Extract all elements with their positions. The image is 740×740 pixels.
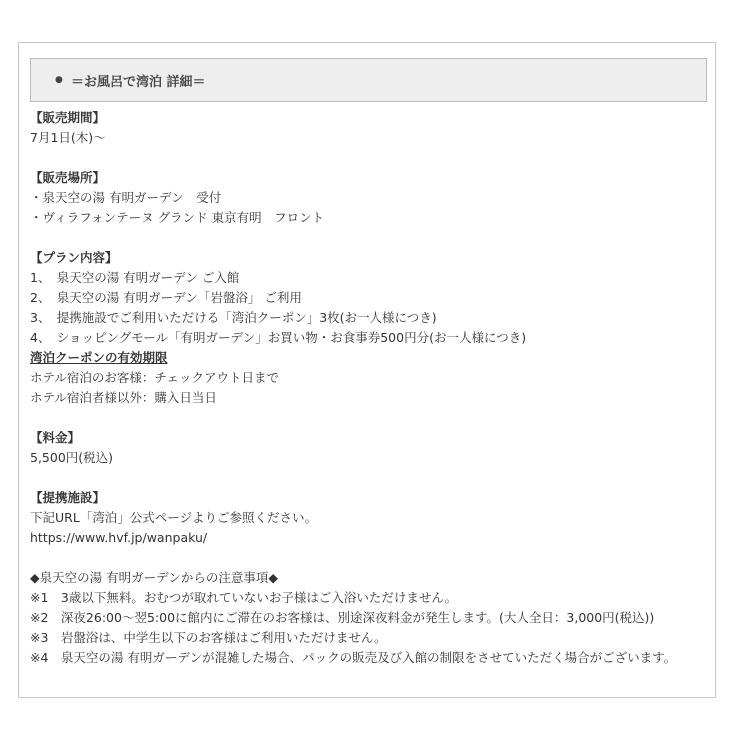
coupon-text: ホテル宿泊者様以外：購入日当日 <box>30 390 217 405</box>
note-item: ※4 泉天空の湯 有明ガーデンが混雑した場合、パックの販売及び入館の制限をさせていただく場合がございます。 <box>30 650 677 665</box>
note-item: ※1 3歳以下無料。おむつが取れていないお子様はご入浴いただけません。 <box>30 590 458 605</box>
plan-item: 3、 提携施設でご利用いただける「湾泊クーポン」3枚(お一人様につき) <box>30 310 437 325</box>
detail-panel <box>18 42 716 698</box>
coupon-text: ホテル宿泊のお客様：チェックアウト日まで <box>30 370 280 385</box>
bullet-icon: ● <box>55 75 63 85</box>
sales-period-text: 7月1日(木)〜 <box>30 130 106 145</box>
price-text: 5,500円(税込) <box>30 450 114 465</box>
detail-title: ＝お風呂で湾泊 詳細＝ <box>71 74 206 90</box>
note-item: ※3 岩盤浴は、中学生以下のお客様はご利用いただけません。 <box>30 630 387 645</box>
sales-place-heading: 【販売場所】 <box>30 170 106 185</box>
detail-header <box>30 58 707 102</box>
coupon-heading: 湾泊クーポンの有効期限 <box>30 350 168 365</box>
price-heading: 【料金】 <box>30 430 81 445</box>
detail-content <box>30 108 710 668</box>
sales-place-item: ・ヴィラフォンテーヌ グランド 東京有明 フロント <box>30 210 325 225</box>
partners-text: 下記URL「湾泊」公式ページよりご参照ください。 <box>30 510 318 525</box>
plan-item: 4、 ショッピングモール「有明ガーデン」お買い物・お食事券500円分(お一人様につき) <box>30 330 527 345</box>
sales-period-heading: 【販売期間】 <box>30 110 106 125</box>
sales-place-item: ・泉天空の湯 有明ガーデン 受付 <box>30 190 222 205</box>
notes-heading: ◆泉天空の湯 有明ガーデンからの注意事項◆ <box>30 570 278 585</box>
plan-heading: 【プラン内容】 <box>30 250 118 265</box>
partners-heading: 【提携施設】 <box>30 490 106 505</box>
plan-item: 1、 泉天空の湯 有明ガーデン ご入館 <box>30 270 240 285</box>
note-item: ※2 深夜26:00〜翌5:00に館内にご滞在のお客様は、別途深夜料金が発生します。(大人全日：3,000円(税込)) <box>30 610 655 625</box>
plan-item: 2、 泉天空の湯 有明ガーデン「岩盤浴」 ご利用 <box>30 290 302 305</box>
partners-url: https://www.hvf.jp/wanpaku/ <box>30 530 208 545</box>
